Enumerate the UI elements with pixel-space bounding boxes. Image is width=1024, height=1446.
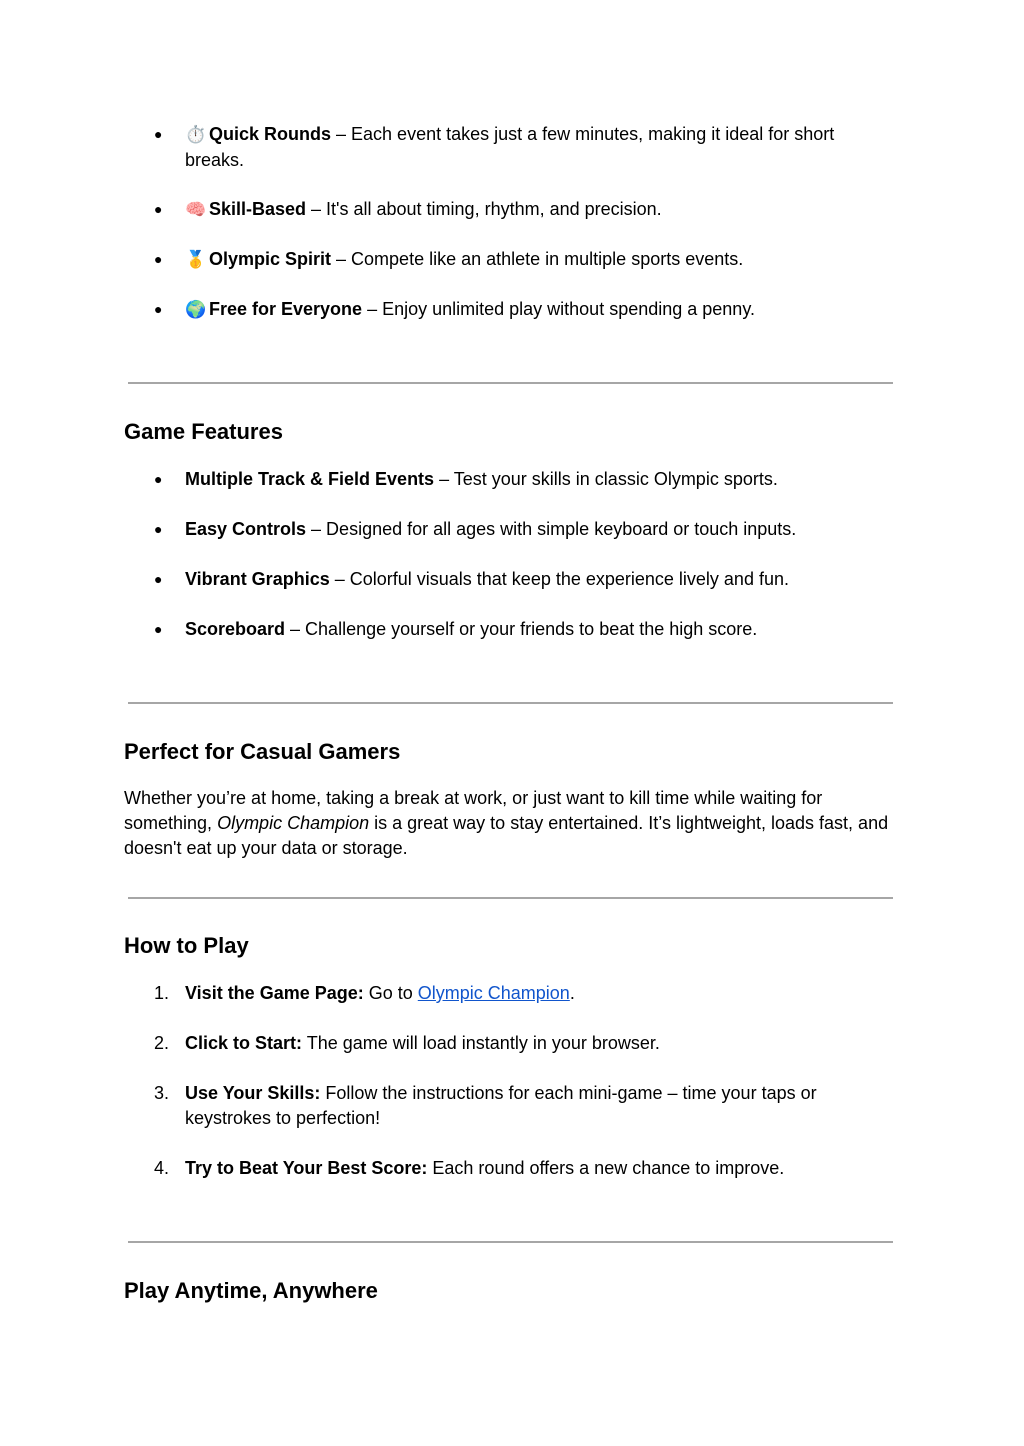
item-text: – Enjoy unlimited play without spending a penny. xyxy=(362,299,755,319)
bullet: ● xyxy=(154,201,163,217)
list-item xyxy=(185,122,885,173)
step-number: 4. xyxy=(154,1158,170,1178)
item-title: Olympic Spirit xyxy=(209,249,332,269)
step-item xyxy=(185,1156,885,1181)
step-item xyxy=(185,981,885,1006)
step-title: Use Your Skills: xyxy=(185,1083,321,1103)
step-number: 1. xyxy=(154,983,170,1003)
step-text: Follow the instructions for each mini-game – time your taps or keystrokes to perfection! xyxy=(185,1083,817,1128)
item-title: Vibrant Graphics xyxy=(185,569,330,589)
step-title: Try to Beat Your Best Score: xyxy=(185,1158,428,1178)
step-title: Click to Start: xyxy=(185,1033,303,1053)
bullet: ● xyxy=(154,521,163,537)
globe-icon: 🌍 xyxy=(185,300,207,320)
list-item xyxy=(185,197,885,223)
list-item xyxy=(185,467,885,492)
item-text: – Colorful visuals that keep the experience lively and fun. xyxy=(329,569,789,589)
item-title: Scoreboard xyxy=(185,619,286,639)
step-text: The game will load instantly in your browser. xyxy=(302,1033,660,1053)
horizontal-rule xyxy=(128,897,893,899)
horizontal-rule xyxy=(128,382,893,384)
step-item xyxy=(185,1031,885,1056)
bullet: ● xyxy=(154,571,163,587)
list-item xyxy=(185,297,885,323)
list-item xyxy=(185,247,885,273)
paragraph-text: is a great way to stay entertained. It’s lightweight, loads fast, and doesn't eat up your data or storage. xyxy=(124,813,889,858)
horizontal-rule xyxy=(128,1241,893,1243)
stopwatch-icon: ⏱️ xyxy=(185,125,207,145)
bullet: ● xyxy=(154,251,163,267)
list-item xyxy=(185,567,885,592)
step-text: Go to xyxy=(363,983,418,1003)
game-title-italic: Olympic Champion xyxy=(217,813,370,833)
bullet: ● xyxy=(154,126,163,142)
section-heading-play-anytime: Play Anytime, Anywhere xyxy=(124,1278,378,1303)
section-heading-how-to-play: How to Play xyxy=(124,933,249,958)
item-text: – Compete like an athlete in multiple sports events. xyxy=(331,249,744,269)
item-text: – Test your skills in classic Olympic sports. xyxy=(434,469,778,489)
item-text: – Each event takes just a few minutes, making it ideal for short breaks. xyxy=(185,124,835,170)
horizontal-rule xyxy=(128,702,893,704)
paragraph-text: Whether you’re at home, taking a break at work, or just want to kill time while waiting for something, xyxy=(124,788,823,833)
list-item xyxy=(185,617,885,642)
item-title: Free for Everyone xyxy=(209,299,363,319)
item-title: Easy Controls xyxy=(185,519,307,539)
step-item xyxy=(185,1081,885,1131)
brain-icon: 🧠 xyxy=(185,200,207,220)
step-text-after: . xyxy=(569,983,575,1003)
bullet: ● xyxy=(154,301,163,317)
bullet: ● xyxy=(154,621,163,637)
section-heading-casual-gamers: Perfect for Casual Gamers xyxy=(124,739,401,764)
step-number: 3. xyxy=(154,1083,170,1103)
step-title: Visit the Game Page: xyxy=(185,983,364,1003)
item-title: Skill-Based xyxy=(209,199,307,219)
step-text: Each round offers a new chance to improve. xyxy=(427,1158,785,1178)
item-text: – It's all about timing, rhythm, and precision. xyxy=(306,199,662,219)
gold-medal-icon: 🥇 xyxy=(185,250,207,270)
casual-paragraph xyxy=(124,786,894,861)
item-title: Quick Rounds xyxy=(209,124,332,144)
section-heading-game-features: Game Features xyxy=(124,419,283,444)
item-text: – Designed for all ages with simple keyboard or touch inputs. xyxy=(306,519,797,539)
item-title: Multiple Track & Field Events xyxy=(185,469,435,489)
step-number: 2. xyxy=(154,1033,170,1053)
item-text: – Challenge yourself or your friends to beat the high score. xyxy=(285,619,758,639)
olympic-champion-link[interactable]: Olympic Champion xyxy=(417,983,570,1003)
list-item xyxy=(185,517,885,542)
bullet: ● xyxy=(154,471,163,487)
